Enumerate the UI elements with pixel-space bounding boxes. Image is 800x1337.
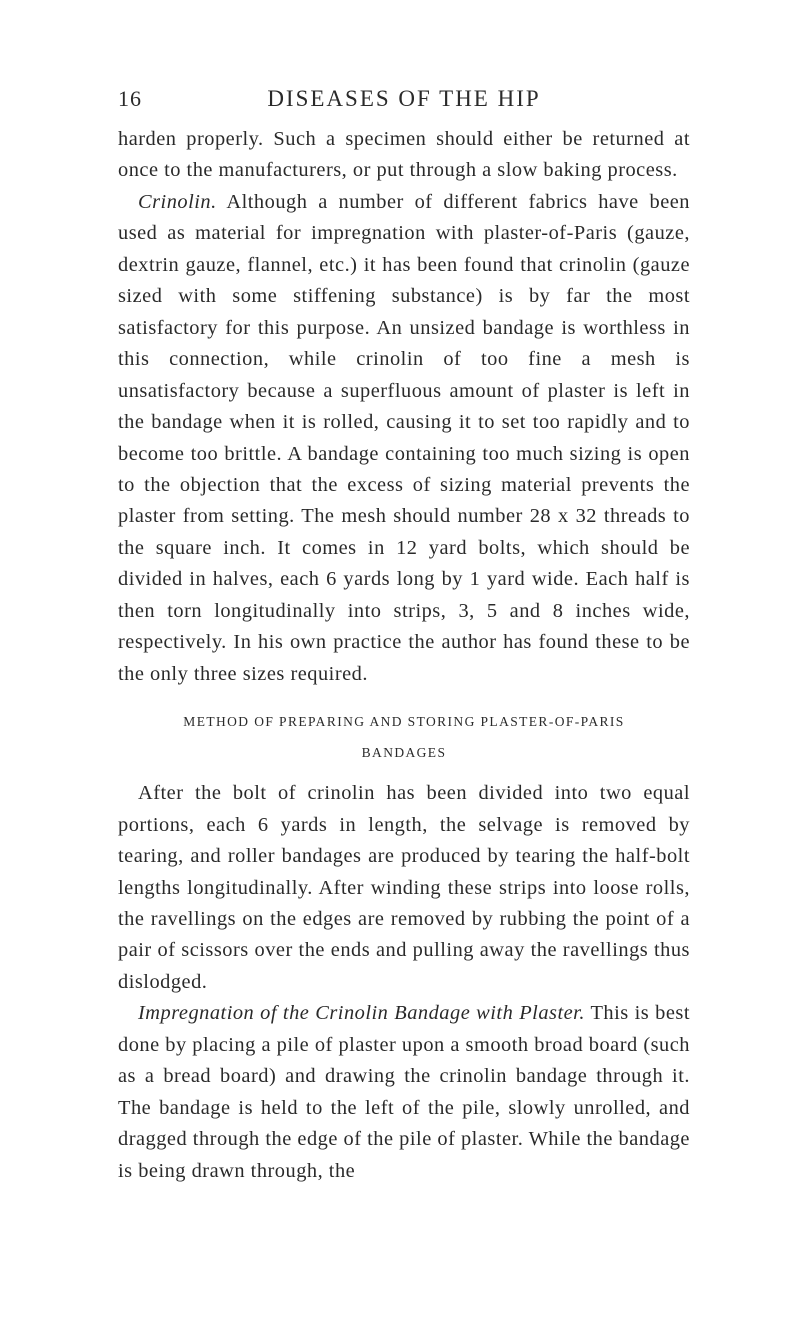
body-text [118,124,690,1187]
crinolin-text: Although a number of different fabrics have been used as material for impregnation with plaster-of-Paris (gauze, dextrin gauze, flannel, etc.) it has been found that crinolin (gauze sized with some stiffening substance) is by far the most satisfactory for this purpose. An unsized bandage is worthless in this connection, while crinolin of too fine a mesh is unsatisfactory because a superfluous amount of plaster is left in the bandage when it is rolled, causing it to set too rapidly and to become too brittle. A bandage containing too much sizing is open to the objection that the excess of sizing material prevents the plaster from setting. The mesh should number 28 x 32 threads to the square inch. It comes in 12 yard bolts, which should be divided in halves, each 6 yards long by 1 yard wide. Each half is then torn longitudinally into strips, 3, 5 and 8 inches wide, respectively. In his own practice the author has found these to be the only three sizes required. [118,190,690,685]
section-heading-line-1: METHOD OF PREPARING AND STORING PLASTER-OF-PARIS [183,714,625,730]
impregnation-text: This is best done by placing a pile of plaster upon a smooth broad board (such as a bread board) and drawing the crinolin bandage through it. The bandage is held to the left of the pile, slowly unrolled, and dragged through the edge of the pile of plaster. While the bandage is being drawn through, the [118,1002,690,1182]
section-heading [118,706,690,768]
running-title: DISEASES OF THE HIP [267,86,541,111]
paragraph-continuation: harden properly. Such a specimen should either be returned at once to the manufacturers, or put through a slow baking process. [118,128,690,182]
crinolin-lead-in: Crinolin. [138,190,217,213]
paragraph-impregnation [118,998,690,1187]
impregnation-lead-in: Impregnation of the Crinolin Bandage with Plaster. [138,1002,585,1025]
running-head [118,86,690,118]
section-heading-line-2: BANDAGES [361,745,447,761]
page-number: 16 [118,86,142,111]
paragraph-crinolin [118,187,690,690]
paragraph-method: After the bolt of crinolin has been divided into two equal portions, each 6 yards in length, the selvage is removed by tearing, and roller bandages are produced by tearing the half-bolt lengths longitudinally. After winding these strips into loose rolls, the ravellings on the edges are removed by rubbing the point of a pair of scissors over the ends and pulling away the ravellings thus dislodged. [118,782,690,993]
